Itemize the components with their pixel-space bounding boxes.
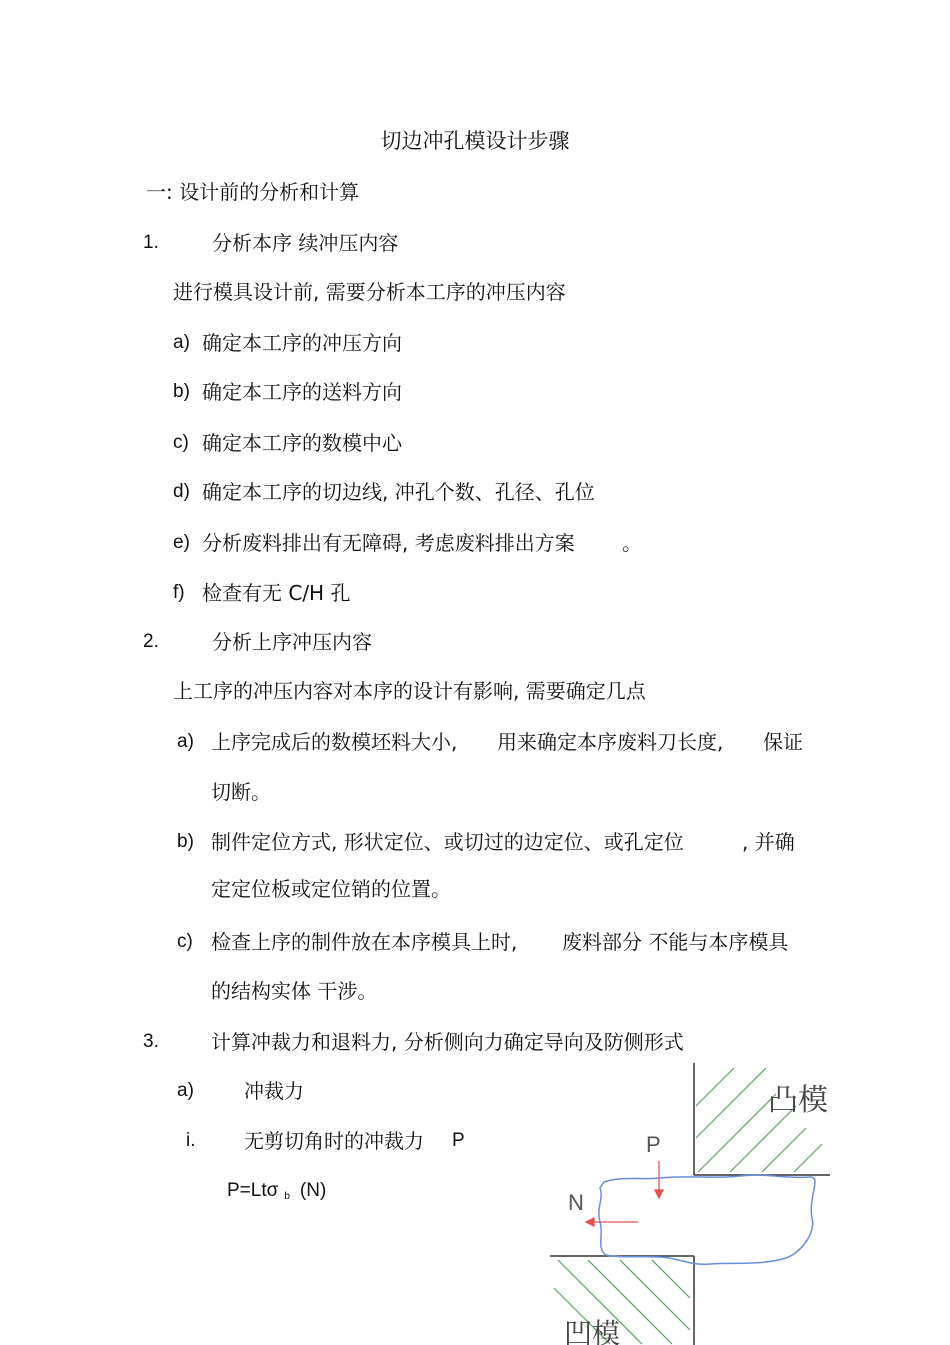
step-1-number: 1. xyxy=(143,232,159,253)
list-item-tail: 。 xyxy=(622,531,642,555)
step-1-intro: 进行模具设计前, 需要分析本工序的冲压内容 xyxy=(173,280,566,304)
list-item-label: f) xyxy=(173,582,185,603)
list-item-label: c) xyxy=(177,931,193,952)
section-heading-1: 一: 设计前的分析和计算 xyxy=(146,180,360,204)
punch-label: 凸模 xyxy=(768,1083,828,1118)
sub-sub-item-text: 无剪切角时的冲裁力 xyxy=(244,1129,424,1153)
list-item-text: 确定本工序的冲压方向 xyxy=(202,331,402,355)
list-item-label: c) xyxy=(173,432,189,453)
sub-item-label: a) xyxy=(177,1080,194,1101)
formula-subscript: b xyxy=(284,1191,290,1202)
list-item-text: 用来确定本序废料刀长度, xyxy=(497,730,724,754)
sub-item-text: 冲裁力 xyxy=(244,1079,304,1103)
list-item-text: 分析废料排出有无障碍, 考虑废料排出方案 xyxy=(202,531,575,555)
formula-unit: (N) xyxy=(299,1180,327,1201)
force-n-label: N xyxy=(568,1190,584,1215)
step-2-number: 2. xyxy=(143,631,159,652)
step-3-number: 3. xyxy=(143,1031,159,1052)
formula-main: P=Ltσ xyxy=(227,1180,279,1201)
list-item-text: 保证 xyxy=(763,730,803,754)
list-item-label: a) xyxy=(177,731,194,752)
sheet-metal-outline xyxy=(599,1175,815,1264)
step-1-heading: 分析本序 续冲压内容 xyxy=(212,231,399,255)
force-n-arrow xyxy=(586,1218,638,1226)
list-item-text: 废料部分 不能与本序模具 xyxy=(562,930,789,954)
step-2-heading: 分析上序冲压内容 xyxy=(212,630,372,654)
list-item-text-continued: 定定位板或定位销的位置。 xyxy=(211,877,451,901)
punch-die-sketch xyxy=(540,1058,840,1345)
list-item-text: 检查上序的制件放在本序模具上时, xyxy=(211,930,518,954)
force-p-label: P xyxy=(646,1132,661,1157)
list-item-text: 确定本工序的数模中心 xyxy=(202,431,402,455)
sub-sub-item-label: i. xyxy=(186,1130,196,1151)
list-item-text: 检查有无 C/H 孔 xyxy=(202,581,351,605)
list-item-text-continued: 的结构实体 干涉。 xyxy=(211,979,378,1003)
list-item-text-continued: 切断。 xyxy=(211,780,271,804)
list-item-text: 确定本工序的切边线, 冲孔个数、孔径、孔位 xyxy=(202,480,595,504)
force-variable: P xyxy=(452,1130,465,1151)
punching-force-formula xyxy=(227,1179,326,1209)
force-p-arrow xyxy=(655,1161,663,1198)
list-item-label: b) xyxy=(173,381,190,402)
list-item-label: a) xyxy=(173,332,190,353)
list-item-label: b) xyxy=(177,831,194,852)
step-3-heading: 计算冲裁力和退料力, 分析侧向力确定导向及防侧形式 xyxy=(211,1030,684,1054)
list-item-label: e) xyxy=(173,532,190,553)
list-item-label: d) xyxy=(173,481,190,502)
list-item-text: , 并确 xyxy=(742,830,795,854)
list-item-text: 上序完成后的数模坯料大小, xyxy=(211,730,458,754)
document-title: 切边冲孔模设计步骤 xyxy=(380,129,570,153)
list-item-text: 制件定位方式, 形状定位、或切过的边定位、或孔定位 xyxy=(211,830,684,854)
die-label: 凹模 xyxy=(564,1317,621,1345)
step-2-intro: 上工序的冲压内容对本序的设计有影响, 需要确定几点 xyxy=(173,679,646,703)
list-item-text: 确定本工序的送料方向 xyxy=(202,380,402,404)
